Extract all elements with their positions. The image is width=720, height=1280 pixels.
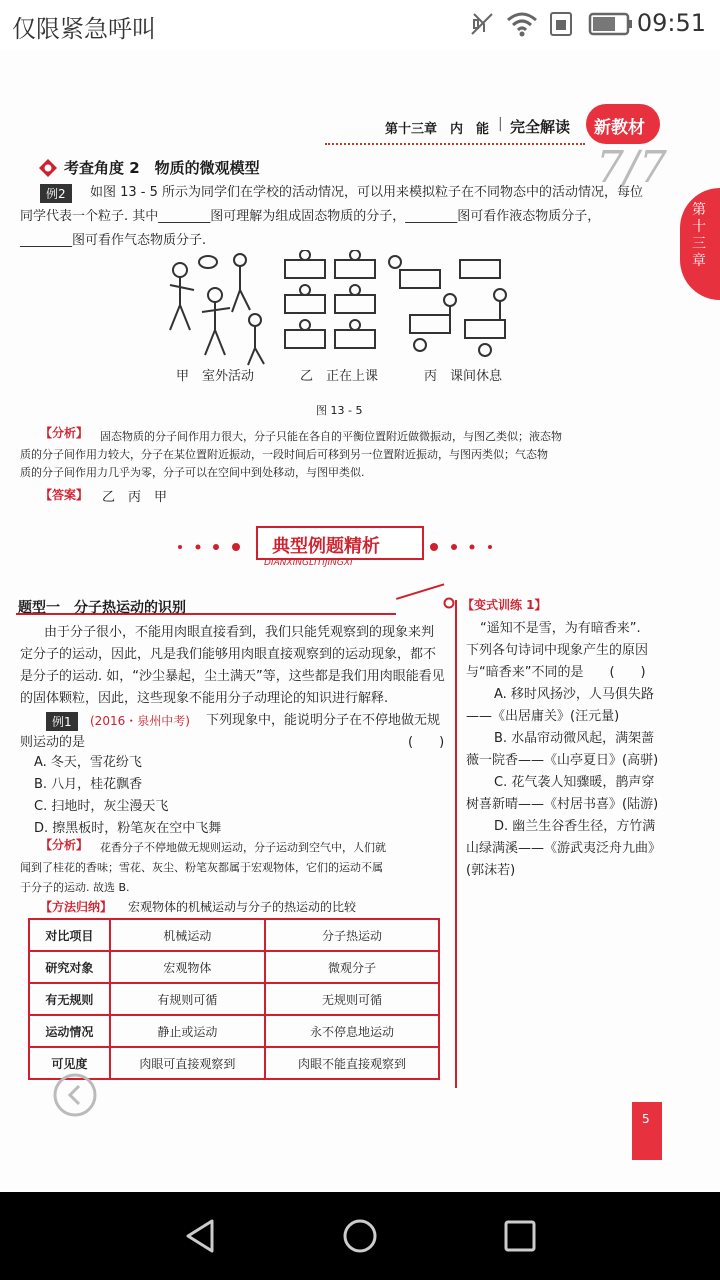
table-cell: 对比项目 (29, 919, 110, 951)
table-row (29, 951, 439, 983)
table-cell: 有无规则 (29, 983, 110, 1015)
banner-title: 典型例题精析 (272, 536, 380, 557)
question-line: 同学代表一个粒子. 其中________图可理解为组成固态物质的分子，________图可看作液态物质分子， (20, 209, 601, 224)
section-title: 考查角度 2 物质的微观模型 (64, 159, 260, 177)
answer-tag: 【答案】 (40, 488, 89, 502)
table-cell: 肉眼可直接观察到 (110, 1047, 265, 1079)
table-cell: 可见度 (29, 1047, 110, 1079)
table-cell: 运动情况 (29, 1015, 110, 1047)
practice-line: C. 花气袭人知骤暖，鹊声穿 (494, 775, 655, 790)
option-b: B. 八月，桂花飘香 (34, 777, 143, 792)
table-row (29, 919, 439, 951)
table-cell: 静止或运动 (110, 1015, 265, 1047)
table-cell: 无规则可循 (265, 983, 439, 1015)
question-text: 则运动的是 (20, 735, 86, 750)
question-source: (2016・泉州中考) (90, 714, 190, 728)
figure-label: 图 13 - 5 (316, 404, 363, 417)
answer-text: 乙 丙 甲 (102, 490, 168, 505)
method-tag: 【方法归纳】 (40, 900, 113, 914)
option-a: A. 冬天，雪花纷飞 (34, 755, 142, 770)
status-bar (0, 0, 720, 50)
analysis-tag: 【分析】 (40, 838, 89, 852)
table-cell: 微观分子 (265, 951, 439, 983)
practice-line: A. 移时风扬沙，人马俱失路 (494, 687, 654, 702)
option-d: D. 擦黑板时，粉笔灰在空中飞舞 (34, 821, 222, 836)
mute-icon (468, 10, 496, 38)
page-number: 5 (642, 1112, 650, 1126)
activity-illustration (160, 250, 520, 368)
badge-label: 新教材 (594, 118, 645, 138)
question-text: 下列现象中，能说明分子在不停地做无规 (206, 713, 441, 728)
comparison-table (28, 918, 440, 1080)
practice-line: ——《出居庸关》(汪元量) (466, 709, 620, 724)
table-row (29, 983, 439, 1015)
table-cell: 有规则可循 (110, 983, 265, 1015)
question-line: 如图 13 - 5 所示为同学们在学校的活动情况，可以用来模拟粒子在不同物态中的活动情况，每位 (90, 185, 644, 200)
wifi-icon (506, 10, 538, 38)
method-text: 宏观物体的机械运动与分子的热运动的比较 (128, 900, 357, 914)
recents-nav-icon[interactable] (500, 1216, 540, 1256)
sim-icon (548, 10, 574, 38)
intro-line: 的固体颗粒，因此，这些现象不能用分子动理论的知识进行解释. (20, 691, 389, 706)
practice-line: (郭沫若) (466, 863, 516, 878)
header-dotted-rule (325, 143, 585, 145)
example-tag: 例1 (46, 712, 78, 731)
intro-line: 定分子的运动，因此，凡是我们能够用肉眼直接观察到的运动现象，都不 (20, 647, 437, 662)
analysis-line: 花香分子不停地做无规则运动，分子运动到空气中，人们就 (100, 841, 386, 854)
banner-dots-right (424, 540, 514, 554)
practice-line: 山绿满溪——《游武夷泛舟九曲》 (466, 841, 662, 856)
banner-pinyin: DIANXINGLITIJINGXI (264, 558, 353, 568)
practice-tag: 【变式训练 1】 (462, 598, 547, 612)
practice-line: B. 水晶帘动微风起，满架蔷 (494, 731, 655, 746)
table-cell: 永不停息地运动 (265, 1015, 439, 1047)
question-line: ________图可看作气态物质分子. (20, 233, 207, 248)
example-tag: 例2 (40, 184, 72, 203)
table-cell: 宏观物体 (110, 951, 265, 983)
connector-node-icon (442, 596, 456, 610)
table-cell: 研究对象 (29, 951, 110, 983)
answer-paren: ( ) (408, 735, 445, 750)
analysis-line: 于分子的运动. 故选 B. (20, 881, 130, 894)
page-number-tab (632, 1102, 662, 1160)
analysis-line: 固态物质的分子间作用力很大，分子只能在各自的平衡位置附近做微振动，与图乙类似；液态物 (100, 430, 562, 443)
analysis-tag: 【分析】 (40, 426, 89, 440)
header-divider: | (498, 116, 503, 132)
battery-icon (588, 10, 634, 38)
practice-line: 薇一院香——《山亭夏日》(高骈) (466, 753, 659, 768)
column-divider (455, 600, 457, 1088)
page-counter: 7/7 (596, 142, 667, 193)
badge (586, 104, 660, 144)
diamond-bullet-icon (38, 158, 58, 178)
chapter-header: 第十三章 内 能 (385, 122, 490, 137)
figure-caption: 甲 室外活动 (176, 369, 255, 384)
back-button[interactable] (52, 1072, 98, 1118)
table-cell: 肉眼不能直接观察到 (265, 1047, 439, 1079)
series-title: 完全解读 (510, 118, 571, 136)
option-c: C. 扫地时，灰尘漫天飞 (34, 799, 169, 814)
table-row (29, 1015, 439, 1047)
practice-line: D. 幽兰生谷香生径，方竹满 (494, 819, 656, 834)
practice-line: 与“暗香来”不同的是 ( ) (466, 665, 646, 680)
home-nav-icon[interactable] (340, 1216, 380, 1256)
analysis-line: 质的分子间作用力几乎为零，分子可以在空间中到处移动，与图甲类似. (20, 466, 365, 479)
figure-caption: 乙 正在上课 (300, 369, 379, 384)
practice-line: 树喜新晴——《村居书喜》(陆游) (466, 797, 659, 812)
table-cell: 分子热运动 (265, 919, 439, 951)
practice-line: 下列各句诗词中现象产生的原因 (466, 643, 649, 658)
navigation-bar (0, 1192, 720, 1280)
analysis-line: 闻到了桂花的香味；雪花、灰尘、粉笔灰都属于宏观物体，它们的运动不属 (20, 861, 383, 874)
practice-line: “遥知不是雪，为有暗香来”. (480, 621, 641, 636)
clock: 09:51 (636, 9, 706, 37)
banner-box (256, 526, 424, 560)
intro-line: 由于分子很小，不能用肉眼直接看到，我们只能凭观察到的现象来判 (44, 625, 435, 640)
type-title: 题型一 分子热运动的识别 (18, 600, 186, 616)
carrier-label: 仅限紧急呼叫 (12, 15, 156, 43)
side-tab-label: 第十三章 (692, 202, 706, 269)
analysis-line: 质的分子间作用力较大，分子在某位置附近振动，一段时间后可移到另一位置附近振动，与图丙类似；气态物 (20, 448, 548, 461)
table-cell: 机械运动 (110, 919, 265, 951)
back-nav-icon[interactable] (180, 1216, 220, 1256)
figure-caption: 丙 课间休息 (424, 369, 503, 384)
intro-line: 是分子的运动. 如，“沙尘暴起，尘土满天”等，这些都是我们用肉眼能看见 (20, 669, 445, 684)
banner-dots-left (170, 540, 260, 554)
